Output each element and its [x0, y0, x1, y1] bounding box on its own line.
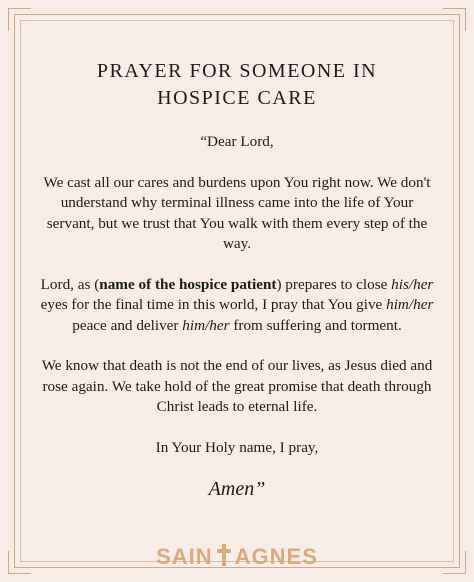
corner-ornament	[443, 8, 466, 31]
p2-text: Lord, as (	[40, 275, 100, 293]
paragraph-2	[40, 275, 434, 337]
page-title: PRAYER FOR SOMEONE IN HOSPICE CARE	[96, 60, 378, 109]
closing-line: In Your Holy name, I pray,	[155, 438, 319, 456]
logo-text-right: AGNES	[234, 544, 318, 569]
p2-text: from suffering and torment.	[229, 316, 402, 334]
amen-signoff: Amen”	[208, 478, 266, 500]
pronoun: him/her	[182, 316, 230, 334]
paragraph-1: We cast all our cares and burdens upon You right now. We don't understand why terminal illness came into the life of Your servant, but we trust that You walk with them every step of the way.	[43, 173, 431, 252]
prayer-content	[40, 58, 434, 501]
corner-ornament	[8, 8, 31, 31]
p2-text: peace and deliver	[72, 316, 183, 334]
paragraph-3: We know that death is not the end of our lives, as Jesus died and rose again. We take hold of the great promise that death through Christ leads to eternal life.	[41, 357, 433, 415]
p2-text: ) prepares to close	[276, 275, 392, 293]
brand-logo	[0, 543, 474, 570]
pronoun: him/her	[386, 296, 434, 313]
p2-text: eyes for the final time in this world, I pray that You give	[40, 296, 387, 313]
logo-text-left: SAIN	[156, 544, 213, 569]
pronoun: his/her	[391, 275, 434, 293]
cross-icon	[215, 543, 233, 567]
greeting: “Dear Lord,	[200, 133, 274, 150]
patient-name-placeholder: name of the hospice patient	[99, 275, 277, 293]
